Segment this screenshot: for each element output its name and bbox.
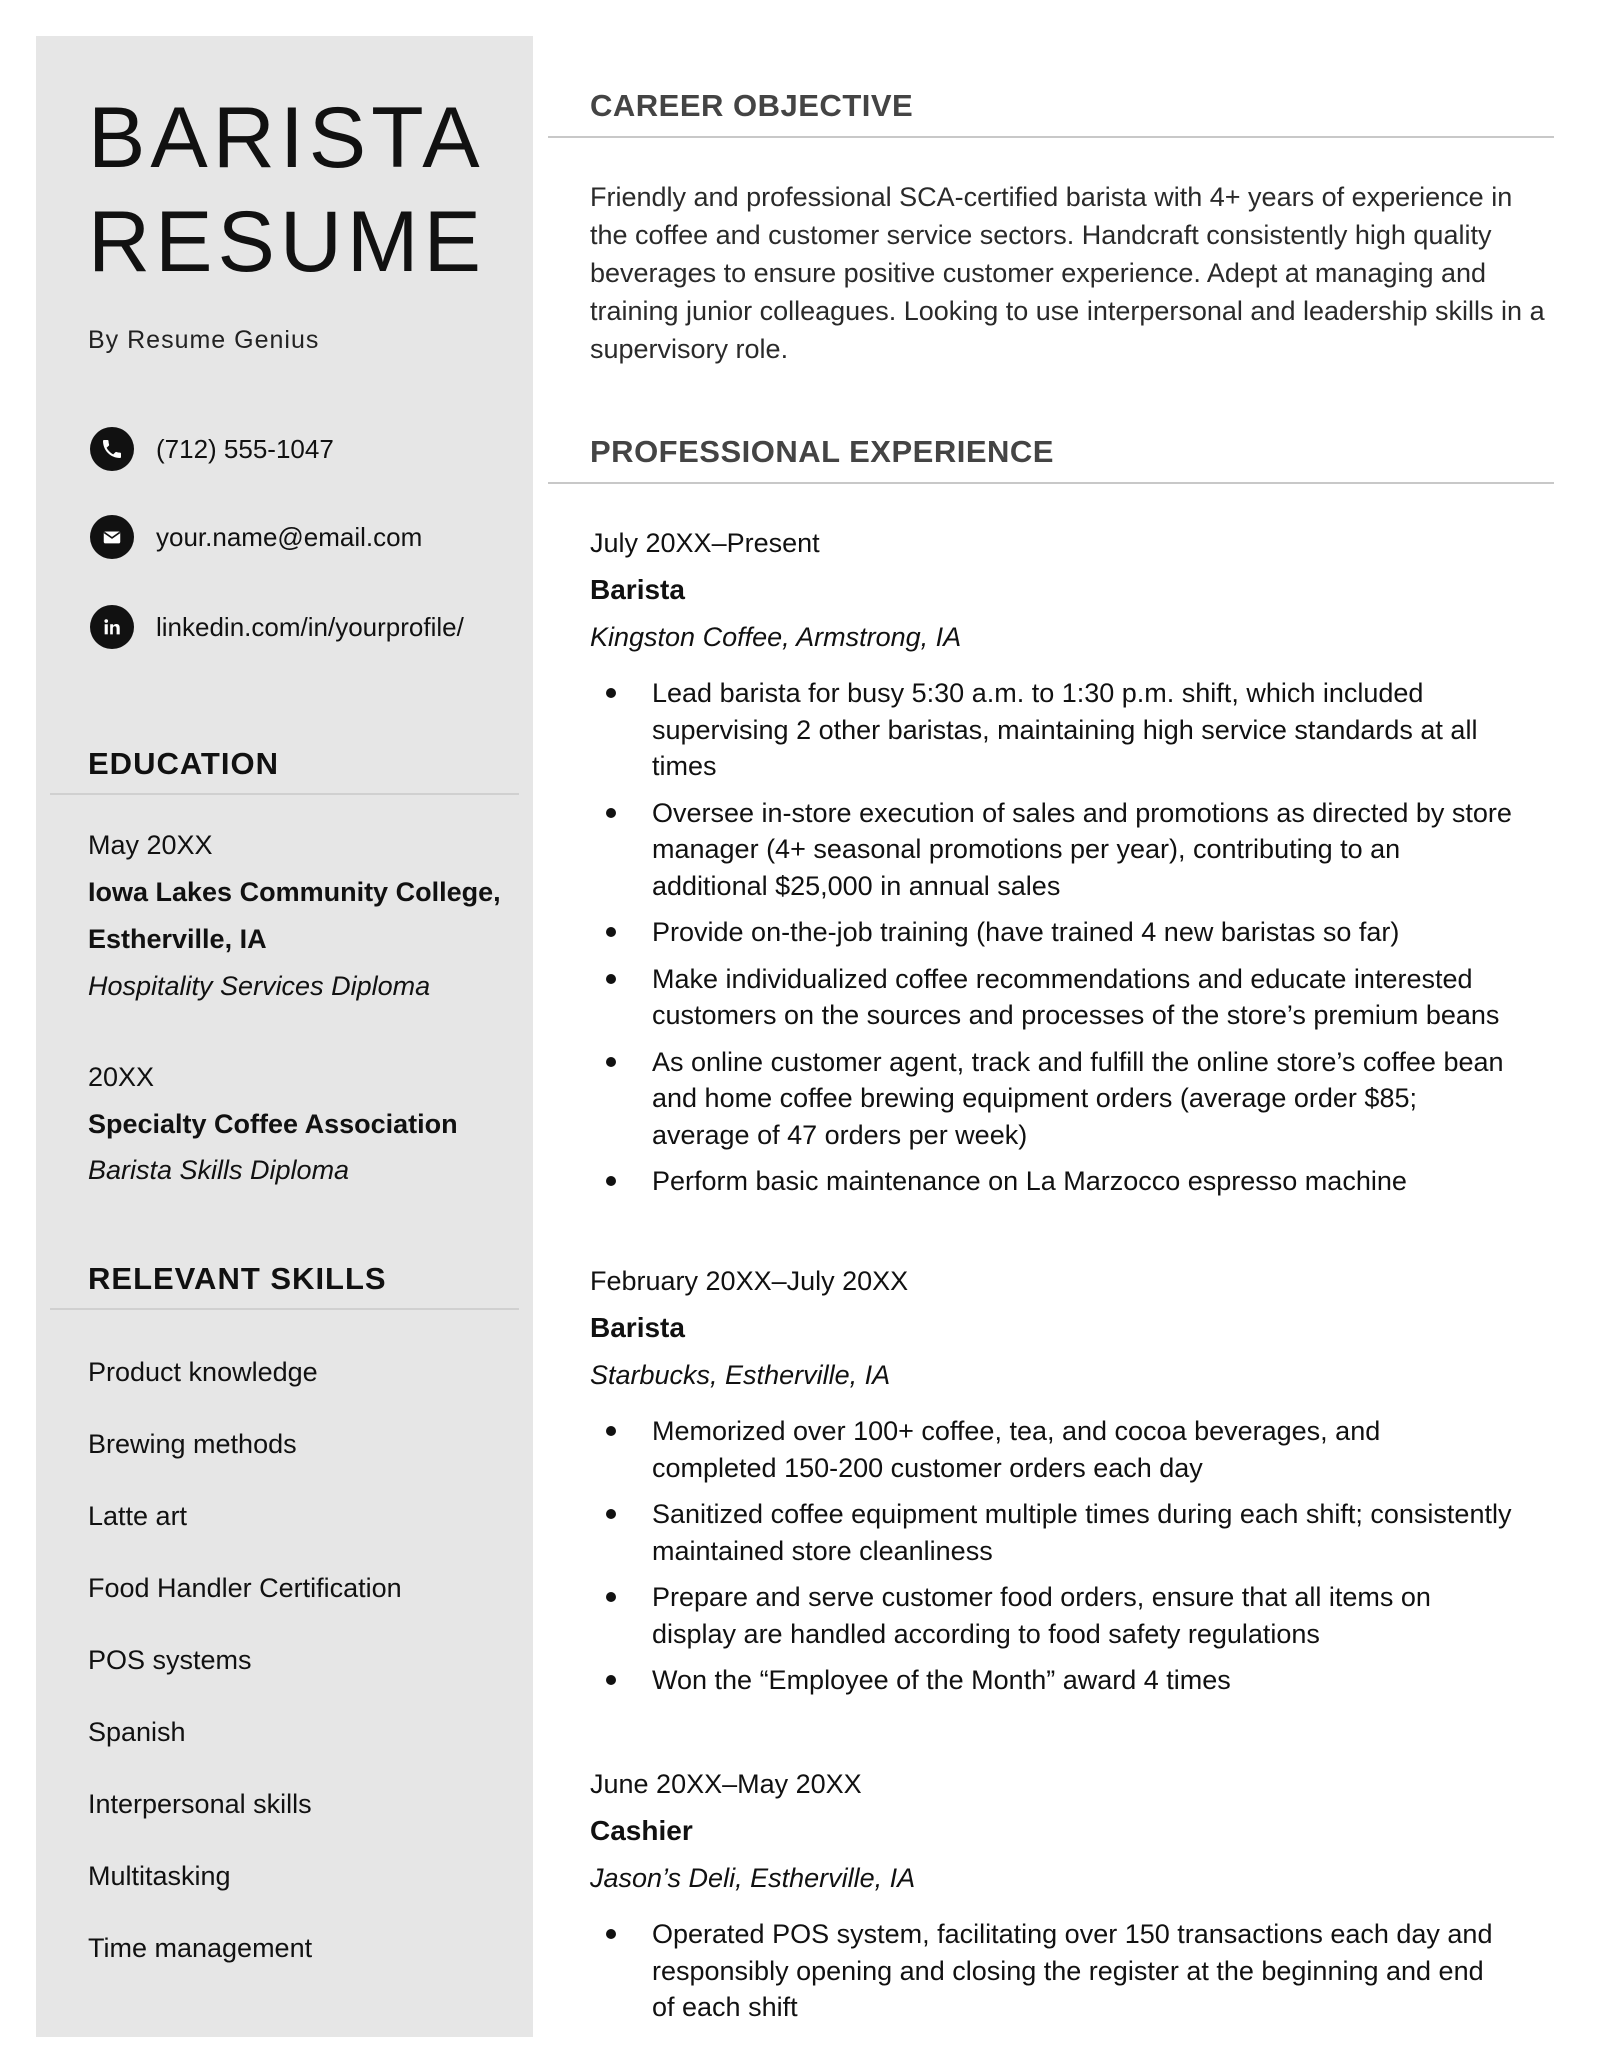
job-bullet-text: Lead barista for busy 5:30 a.m. to 1:30 p.m. shift, which included supervising 2 other baristas, maintaining high service standards at all times	[652, 678, 1478, 781]
job-bullet-text: As online customer agent, track and fulfill the online store’s coffee bean and home coffee brewing equipment orders (average order $85; average of 47 orders per week)	[652, 1046, 1504, 1150]
education-school-location: Estherville, IA	[88, 924, 267, 954]
bullet-dot-icon	[606, 927, 616, 937]
education-heading: EDUCATION	[88, 746, 279, 781]
skill-item: Brewing methods	[88, 1429, 297, 1459]
job-bullet	[590, 1163, 1512, 1200]
education-degree: Hospitality Services Diploma	[88, 971, 431, 1001]
byline: By Resume Genius	[88, 326, 320, 354]
linkedin-icon	[90, 605, 134, 649]
contact-linkedin	[90, 604, 510, 650]
job-bullet-text: Prepare and serve customer food orders, ensure that all items on display are handled according to food safety regulations	[652, 1582, 1431, 1649]
bullet-dot-icon	[606, 1426, 616, 1436]
email-text: your.name@email.com	[156, 521, 423, 552]
resume-title	[88, 86, 486, 294]
job-dates: July 20XX–Present	[590, 528, 820, 558]
bullet-dot-icon	[606, 808, 616, 818]
job-company: Jason’s Deli, Estherville, IA	[590, 1863, 916, 1893]
job-bullet	[590, 675, 1512, 785]
skill-item: Latte art	[88, 1501, 188, 1531]
bullet-dot-icon	[606, 1592, 616, 1602]
education-school: Specialty Coffee Association	[88, 1109, 458, 1139]
job-entry	[590, 1263, 1550, 1709]
bullet-dot-icon	[606, 688, 616, 698]
education-school: Iowa Lakes Community College,	[88, 877, 501, 907]
job-bullet	[590, 914, 1512, 951]
phone-icon	[90, 427, 134, 471]
bullet-dot-icon	[606, 1176, 616, 1186]
job-bullet	[590, 1916, 1512, 2026]
linkedin-text: linkedin.com/in/yourprofile/	[156, 611, 464, 642]
job-bullet	[590, 1496, 1512, 1569]
job-dates: February 20XX–July 20XX	[590, 1266, 909, 1296]
job-bullet	[590, 1413, 1512, 1486]
skills-divider	[50, 1308, 519, 1310]
skill-item: POS systems	[88, 1645, 252, 1675]
envelope-icon	[90, 515, 134, 559]
objective-text: Friendly and professional SCA-certified barista with 4+ years of experience in the coffee and customer service sectors. Handcraft consistently high quality beverages to ensure positive customer experience. Adept at managing and training junior colleagues. Looking to use interpersonal and leadership skills in a supervisory role.	[590, 182, 1545, 364]
job-bullet-text: Memorized over 100+ coffee, tea, and cocoa beverages, and completed 150-200 customer orders each day	[652, 1416, 1381, 1483]
contact-phone	[90, 426, 510, 472]
title-line-1: BARISTA	[88, 90, 485, 186]
job-company: Starbucks, Estherville, IA	[590, 1360, 891, 1390]
job-bullet	[590, 1044, 1512, 1154]
job-bullets	[590, 1413, 1550, 1699]
skill-item: Interpersonal skills	[88, 1789, 312, 1819]
job-role: Barista	[590, 1312, 685, 1343]
skills-list	[88, 1354, 402, 2002]
bullet-dot-icon	[606, 1675, 616, 1685]
skill-item: Product knowledge	[88, 1357, 318, 1387]
job-role: Cashier	[590, 1815, 693, 1846]
job-bullet-text: Operated POS system, facilitating over 150 transactions each day and responsibly opening and closing the register at the beginning and end of each shift	[652, 1919, 1493, 2022]
education-degree: Barista Skills Diploma	[88, 1155, 350, 1185]
job-entry	[590, 1766, 1550, 2036]
title-line-2: RESUME	[88, 194, 486, 290]
bullet-dot-icon	[606, 974, 616, 984]
job-bullet-text: Make individualized coffee recommendations and educate interested customers on the sources and processes of the store’s premium beans	[652, 963, 1500, 1030]
education-date: May 20XX	[88, 830, 213, 860]
job-bullet	[590, 1662, 1512, 1699]
job-bullet-text: Perform basic maintenance on La Marzocco espresso machine	[652, 1166, 1407, 1196]
education-date: 20XX	[88, 1062, 155, 1092]
job-bullet-text: Oversee in-store execution of sales and promotions as directed by store manager (4+ seasonal promotions per year), contributing to an additional $25,000 in annual sales	[652, 797, 1512, 901]
job-bullet	[590, 961, 1512, 1034]
education-divider	[50, 793, 519, 795]
objective-heading: CAREER OBJECTIVE	[590, 88, 914, 123]
job-bullets	[590, 1916, 1550, 2026]
sidebar	[36, 36, 533, 2037]
phone-text: (712) 555-1047	[156, 433, 334, 464]
job-company: Kingston Coffee, Armstrong, IA	[590, 622, 962, 652]
job-bullet	[590, 795, 1512, 905]
job-bullet-text: Sanitized coffee equipment multiple times during each shift; consistently maintained store cleanliness	[652, 1499, 1512, 1566]
skills-heading: RELEVANT SKILLS	[88, 1261, 387, 1296]
skill-item: Food Handler Certification	[88, 1573, 402, 1603]
contact-email	[90, 514, 510, 560]
job-role: Barista	[590, 574, 685, 605]
job-dates: June 20XX–May 20XX	[590, 1769, 862, 1799]
job-bullets	[590, 675, 1550, 1200]
skill-item: Time management	[88, 1933, 313, 1963]
skill-item: Multitasking	[88, 1861, 231, 1891]
experience-divider	[548, 482, 1554, 484]
job-bullet	[590, 1579, 1512, 1652]
bullet-dot-icon	[606, 1929, 616, 1939]
objective-divider	[548, 136, 1554, 138]
job-bullet-text: Won the “Employee of the Month” award 4 times	[652, 1665, 1231, 1695]
bullet-dot-icon	[606, 1057, 616, 1067]
job-bullet-text: Provide on-the-job training (have trained 4 new baristas so far)	[652, 917, 1400, 947]
skill-item: Spanish	[88, 1717, 186, 1747]
bullet-dot-icon	[606, 1509, 616, 1519]
experience-heading: PROFESSIONAL EXPERIENCE	[590, 434, 1054, 469]
job-entry	[590, 525, 1550, 1210]
